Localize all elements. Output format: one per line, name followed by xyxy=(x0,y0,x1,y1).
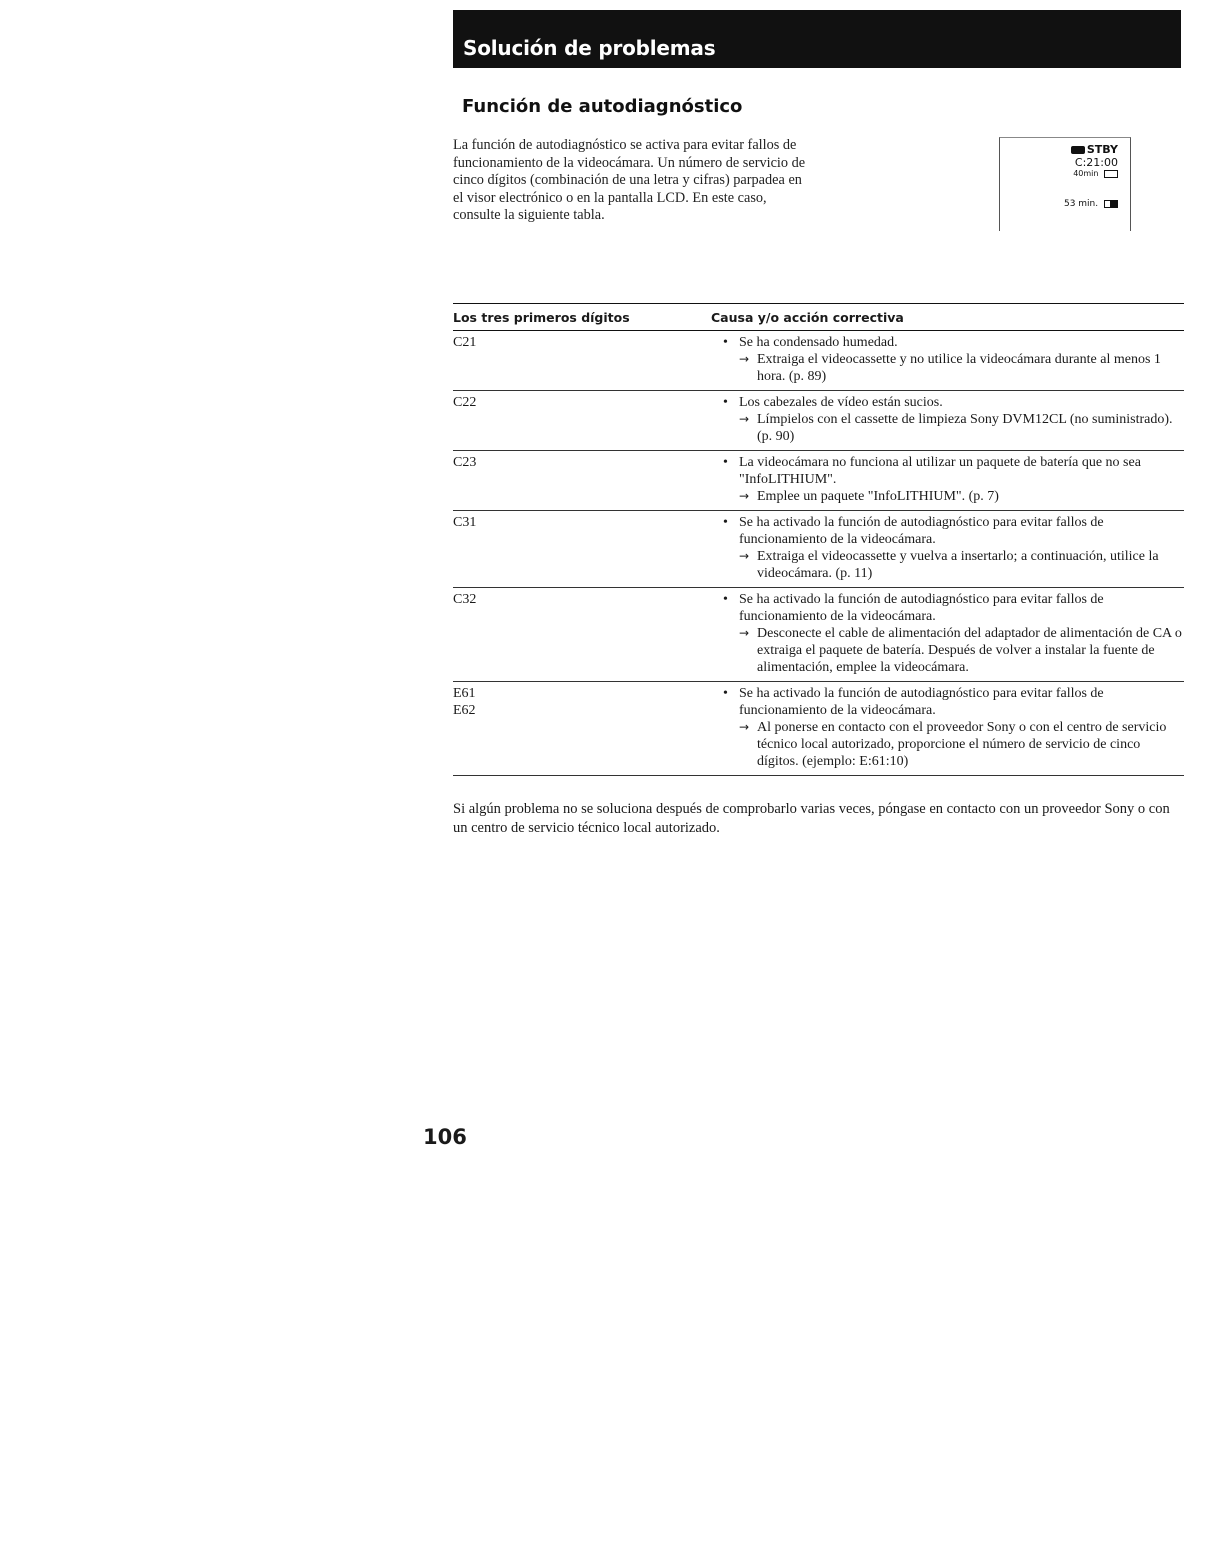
diagnostic-table xyxy=(453,303,1184,776)
page-number: 106 xyxy=(423,1125,467,1149)
table-row xyxy=(453,511,1184,588)
row-action: → Emplee un paquete "InfoLITHIUM". (p. 7) xyxy=(711,488,1184,505)
row-action: → Al ponerse en contacto con el proveedor Sony o con el centro de servicio técnico local autorizado, proporcione el número de servicio de cinco dígitos. (ejemplo: E:61:10) xyxy=(711,719,1184,770)
header-cause: Causa y/o acción correctiva xyxy=(711,309,904,325)
row-code: C22 xyxy=(453,395,477,410)
row-cause: • Se ha activado la función de autodiagnóstico para evitar fallos de funcionamiento de la videocámara. xyxy=(711,685,1184,719)
row-code: C31 xyxy=(453,515,477,530)
display-illustration xyxy=(999,137,1131,231)
chapter-title: Solución de problemas xyxy=(463,36,716,60)
intro-paragraph: La función de autodiagnóstico se activa para evitar fallos de funcionamiento de la videocámara. Un número de servicio de cinco dígitos (combinación de una letra y cifras) parpadea en el visor electrónico o en la pantalla LCD. En este caso, consulte la siguiente tabla. xyxy=(453,137,806,224)
row-cause: • Se ha condensado humedad. xyxy=(711,334,1184,351)
row-cause: • La videocámara no funciona al utilizar un paquete de batería que no sea "InfoLITHIUM". xyxy=(711,454,1184,488)
battery-icon xyxy=(1104,200,1118,208)
section-title: Función de autodiagnóstico xyxy=(462,96,743,117)
table-row xyxy=(453,331,1184,391)
row-cause: • Se ha activado la función de autodiagnóstico para evitar fallos de funcionamiento de la videocámara. xyxy=(711,514,1184,548)
table-row xyxy=(453,682,1184,776)
row-cause: • Los cabezales de vídeo están sucios. xyxy=(711,394,1184,411)
row-action: → Extraiga el videocassette y vuelva a insertarlo; a continuación, utilice la videocámara. (p. 11) xyxy=(711,548,1184,582)
row-code: C21 xyxy=(453,335,477,350)
table-row xyxy=(453,391,1184,451)
table-row xyxy=(453,588,1184,682)
row-cause: • Se ha activado la función de autodiagnóstico para evitar fallos de funcionamiento de la videocámara. xyxy=(711,591,1184,625)
display-error-code: C:21:00 xyxy=(1074,156,1118,169)
row-action: → Límpielos con el cassette de limpieza Sony DVM12CL (no suministrado). (p. 90) xyxy=(711,411,1184,445)
row-code: C32 xyxy=(453,592,477,607)
tape-icon xyxy=(1071,146,1085,154)
table-row xyxy=(453,451,1184,511)
row-code-secondary: E62 xyxy=(453,703,476,718)
row-action: → Desconecte el cable de alimentación del adaptador de alimentación de CA o extraiga el paquete de batería. Después de volver a instalar la fuente de alimentación, emplee la videocámara. xyxy=(711,625,1184,676)
display-battery-time: 53 min. xyxy=(1064,199,1118,209)
header-code: Los tres primeros dígitos xyxy=(453,309,630,325)
row-action: → Extraiga el videocassette y no utilice la videocámara durante al menos 1 hora. (p. 89) xyxy=(711,351,1184,385)
cassette-icon xyxy=(1104,170,1118,178)
display-remaining-tape: 40min xyxy=(1073,169,1118,178)
row-code: E61 xyxy=(453,686,476,701)
row-code: C23 xyxy=(453,455,477,470)
display-standby-text: STBY xyxy=(1071,143,1118,156)
chapter-header xyxy=(453,10,1181,68)
table-header xyxy=(453,304,1184,331)
closing-paragraph: Si algún problema no se soluciona después de comprobarlo varias veces, póngase en contacto con un proveedor Sony o con un centro de servicio técnico local autorizado. xyxy=(453,801,1170,836)
